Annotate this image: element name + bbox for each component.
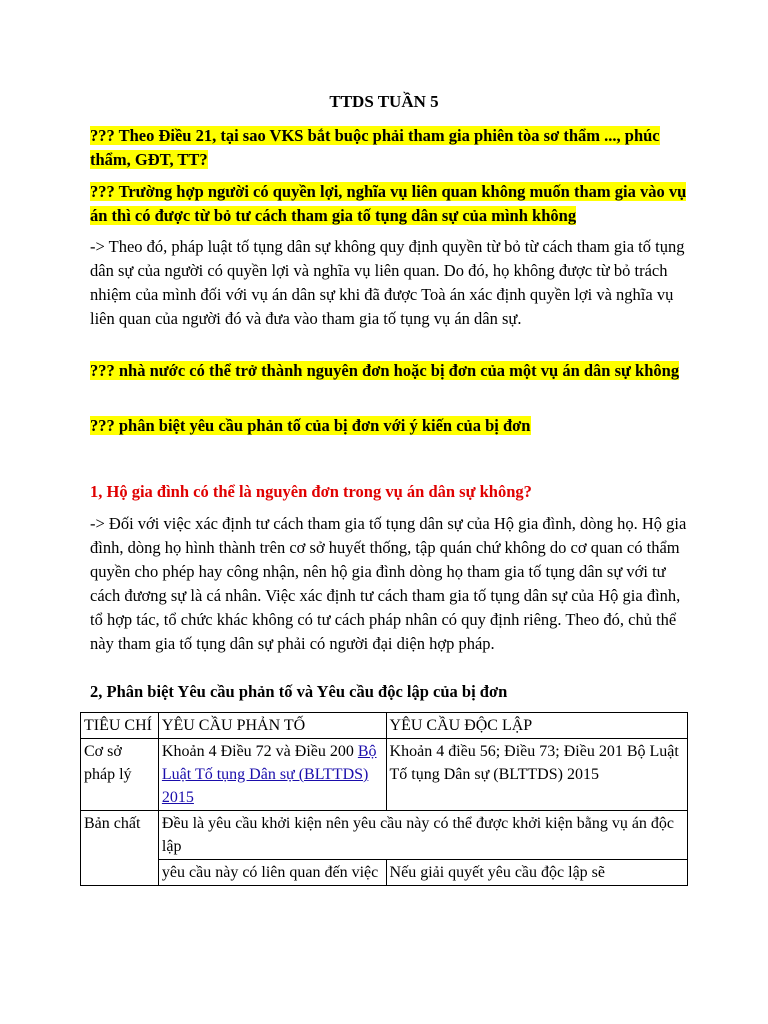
bltTDS-link[interactable]: Bộ Luật Tố tụng Dân sự (BLTTDS) 2015	[161, 743, 377, 806]
table-row-label: Cơ sở pháp lý	[81, 739, 159, 811]
section-1-answer: -> Đối với việc xác định tư cách tham gia tố tụng dân sự của Hộ gia đình, dòng họ. Hộ gia đình, dòng họ hình thành trên cơ sở huyết thống, tập quán chứ không do cơ quan có thẩm quyền cho phép hay công nhận, nên hộ gia đình dòng họ tham gia tố tụng dân sự với tư cách đương sự là cá nhân. Việc xác định tư cách tham gia tố tụng dân sự của Hộ gia đình, tổ hợp tác, tổ chức khác không có tư cách pháp nhân có quy định riêng. Theo đó, chủ thể này tham gia tố tụng dân sự phải có người đại diện hợp pháp.	[90, 514, 687, 653]
table-row-label: Bản chất	[81, 811, 159, 886]
table-row	[81, 739, 688, 811]
legal-basis-text: Khoản 4 Điều 72 và Điều 200	[161, 743, 358, 760]
section-heading-1: 1, Hộ gia đình có thể là nguyên đơn trong vụ án dân sự không?	[90, 482, 532, 501]
table-header-cell: TIÊU CHÍ	[81, 713, 159, 739]
question-2-text: ??? Trường hợp người có quyền lợi, nghĩa vụ liên quan không muốn tham gia vào vụ án thì có được từ bỏ tư cách tham gia tố tụng dân sự của mình không	[90, 182, 687, 225]
question-2	[90, 180, 690, 228]
document-title: TTDS TUẦN 5	[329, 92, 439, 111]
question-1	[90, 124, 690, 172]
table-row	[81, 811, 688, 860]
table-cell-merged: Đều là yêu cầu khởi kiện nên yêu cầu này có thể được khởi kiện bằng vụ án độc lập	[158, 811, 687, 860]
table-cell	[158, 739, 386, 811]
section-heading-2: 2, Phân biệt Yêu cầu phản tố và Yêu cầu độc lập của bị đơn	[90, 682, 508, 701]
question-1-text: ??? Theo Điều 21, tại sao VKS bắt buộc phải tham gia phiên tòa sơ thẩm ..., phúc thẩm, GĐT, TT?	[90, 126, 660, 169]
question-4	[90, 414, 690, 438]
answer-2: -> Theo đó, pháp luật tố tụng dân sự không quy định quyền từ bỏ từ cách tham gia tố tụng dân sự của người có quyền lợi và nghĩa vụ liên quan. Do đó, họ không được từ bỏ trách nhiệm của mình đối với vụ án dân sự khi đã được Toà án xác định quyền lợi và nghĩa vụ liên quan của người đó và đưa vào tham gia tố tụng vụ án dân sự.	[90, 237, 685, 328]
table-header-cell: YÊU CẦU PHẢN TỐ	[158, 713, 386, 739]
table-cell: Khoản 4 điều 56; Điều 73; Điều 201 Bộ Luật Tố tụng Dân sự (BLTTDS) 2015	[386, 739, 687, 811]
table-cell: Nếu giải quyết yêu cầu độc lập sẽ	[386, 860, 687, 886]
comparison-table	[80, 712, 688, 886]
table-row	[81, 860, 688, 886]
question-3	[90, 359, 690, 383]
table-cell: yêu cầu này có liên quan đến việc	[158, 860, 386, 886]
question-3-text: ??? nhà nước có thể trở thành nguyên đơn hoặc bị đơn của một vụ án dân sự không	[90, 361, 680, 380]
question-4-text: ??? phân biệt yêu cầu phản tố của bị đơn với ý kiến của bị đơn	[90, 416, 531, 435]
table-header-row	[81, 713, 688, 739]
table-header-cell: YÊU CẦU ĐỘC LẬP	[386, 713, 687, 739]
